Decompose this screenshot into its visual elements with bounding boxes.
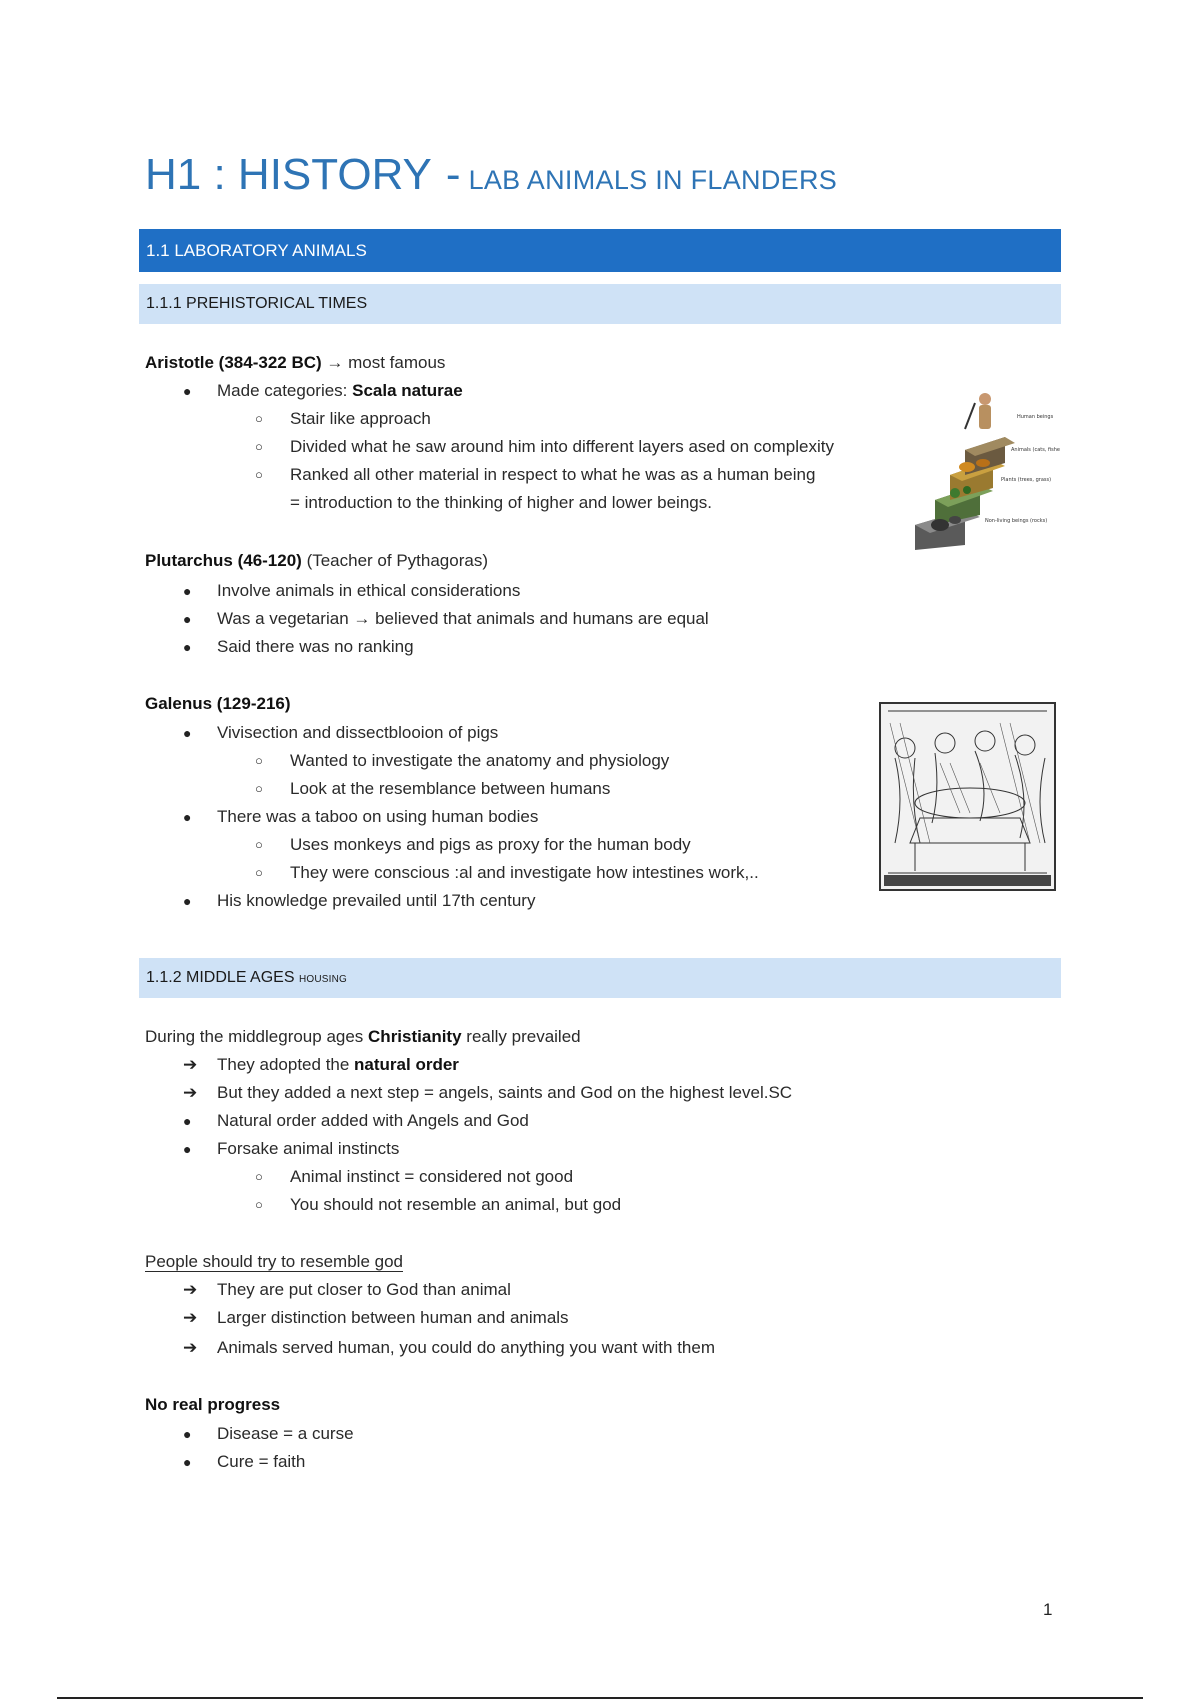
title-subtitle: LAB ANIMALS IN FLANDERS xyxy=(468,165,838,195)
list-item-text: They adopted the xyxy=(217,1055,355,1074)
list-item: Natural order added with Angels and God xyxy=(217,1111,529,1130)
arrow-icon: ➔ xyxy=(183,1055,198,1074)
list-item: His knowledge prevailed until 17th century xyxy=(217,891,536,910)
bullet-icon: ● xyxy=(183,583,192,599)
bullet-icon: ● xyxy=(183,1454,192,1470)
list-item: You should not resemble an animal, but god xyxy=(290,1195,622,1214)
intro-text-end: really prevailed xyxy=(461,1027,581,1046)
galenus-name: Galenus (129-216) xyxy=(145,694,291,713)
arrow-icon: ➔ xyxy=(183,1338,198,1357)
page-number: 1 xyxy=(1043,1600,1053,1619)
list-item: Vivisection and dissectblooion of pigs xyxy=(217,723,499,742)
list-item-emphasis: Scala naturae xyxy=(352,381,463,400)
list-item: Animals served human, you could do anything you want with them xyxy=(217,1338,715,1357)
list-item: Look at the resemblance between humans xyxy=(290,779,611,798)
title-dash: - xyxy=(445,150,461,199)
section-heading-1-1: 1.1 LABORATORY ANIMALS xyxy=(139,229,1061,272)
list-item: Divided what he saw around him into different layers ased on complexity xyxy=(290,437,834,456)
list-item: Stair like approach xyxy=(290,409,431,428)
bullet-icon: ● xyxy=(183,893,192,909)
section-heading-text: 1.1.2 MIDDLE AGES xyxy=(146,969,295,986)
circle-bullet-icon: ○ xyxy=(255,837,263,852)
aristotle-heading xyxy=(145,353,445,373)
list-item: Uses monkeys and pigs as proxy for the human body xyxy=(290,835,691,854)
list-item: There was a taboo on using human bodies xyxy=(217,807,539,826)
aristotle-name: Aristotle (384-322 BC) xyxy=(145,353,322,372)
arrow-icon: ➔ xyxy=(183,1280,198,1299)
title-main: H1 : HISTORY xyxy=(145,150,432,199)
section-heading-1-1-1: 1.1.1 PREHISTORICAL TIMES xyxy=(139,284,1061,324)
bullet-icon: ● xyxy=(183,611,192,627)
no-progress-title: No real progress xyxy=(145,1395,281,1414)
galenus-dissection-engraving xyxy=(880,703,1055,890)
list-item: Wanted to investigate the anatomy and physiology xyxy=(290,751,670,770)
plutarchus-note: (Teacher of Pythagoras) xyxy=(301,551,488,570)
figure-label: Plants (trees, grass) xyxy=(1001,477,1052,483)
list-item: They were conscious :al and investigate how intestines work,.. xyxy=(290,863,759,882)
list-item: Ranked all other material in respect to what he was as a human being xyxy=(290,465,816,484)
bullet-icon: ● xyxy=(183,1141,192,1157)
footer-divider xyxy=(57,1697,1143,1699)
circle-bullet-icon: ○ xyxy=(255,411,263,426)
circle-bullet-icon: ○ xyxy=(255,865,263,880)
circle-bullet-icon: ○ xyxy=(255,781,263,796)
aristotle-note: → most famous xyxy=(321,353,446,372)
circle-bullet-icon: ○ xyxy=(255,1169,263,1184)
arrow-icon: ➔ xyxy=(183,1083,198,1102)
no-progress-heading xyxy=(145,1395,280,1415)
section-heading-tag: HOUSING xyxy=(298,974,348,985)
page-title xyxy=(145,150,837,200)
list-item: Disease = a curse xyxy=(217,1424,354,1443)
bullet-icon: ● xyxy=(183,639,192,655)
list-item: Larger distinction between human and animals xyxy=(217,1308,569,1327)
galenus-heading xyxy=(145,694,291,714)
scala-naturae-figure xyxy=(905,385,1061,550)
circle-bullet-icon: ○ xyxy=(255,753,263,768)
list-item: Was a vegetarian → believed that animals and humans are equal xyxy=(217,609,709,628)
bullet-icon: ● xyxy=(183,809,192,825)
figure-label: Human beings xyxy=(1017,414,1054,420)
plutarchus-name: Plutarchus (46-120) xyxy=(145,551,302,570)
bullet-icon: ● xyxy=(183,725,192,741)
section-heading-1-1-2 xyxy=(139,958,1061,998)
list-item xyxy=(217,381,463,401)
figure-label: Animals (cats, fishe xyxy=(1011,447,1061,453)
list-item-text: Made categories: xyxy=(217,381,353,400)
bullet-icon: ● xyxy=(183,1113,192,1129)
list-item: Involve animals in ethical considerations xyxy=(217,581,521,600)
bullet-icon: ● xyxy=(183,383,192,399)
arrow-icon: ➔ xyxy=(183,1308,198,1327)
middle-ages-intro xyxy=(145,1027,581,1047)
list-item: Forsake animal instincts xyxy=(217,1139,400,1158)
intro-emphasis: Christianity xyxy=(368,1027,462,1046)
circle-bullet-icon: ○ xyxy=(255,467,263,482)
plutarchus-heading xyxy=(145,551,488,571)
circle-bullet-icon: ○ xyxy=(255,439,263,454)
resemble-god-heading: People should try to resemble god xyxy=(145,1252,403,1271)
intro-text: During the middlegroup ages xyxy=(145,1027,369,1046)
list-item: But they added a next step = angels, saints and God on the highest level.SC xyxy=(217,1083,793,1102)
list-item xyxy=(217,1055,459,1075)
bullet-icon: ● xyxy=(183,1426,192,1442)
list-item-emphasis: natural order xyxy=(354,1055,459,1074)
list-item-continuation: = introduction to the thinking of higher and lower beings. xyxy=(290,493,712,512)
list-item: Animal instinct = considered not good xyxy=(290,1167,574,1186)
list-item: Said there was no ranking xyxy=(217,637,414,656)
list-item: They are put closer to God than animal xyxy=(217,1280,511,1299)
circle-bullet-icon: ○ xyxy=(255,1197,263,1212)
figure-label: Non-living beings (rocks) xyxy=(985,518,1048,524)
list-item: Cure = faith xyxy=(217,1452,306,1471)
